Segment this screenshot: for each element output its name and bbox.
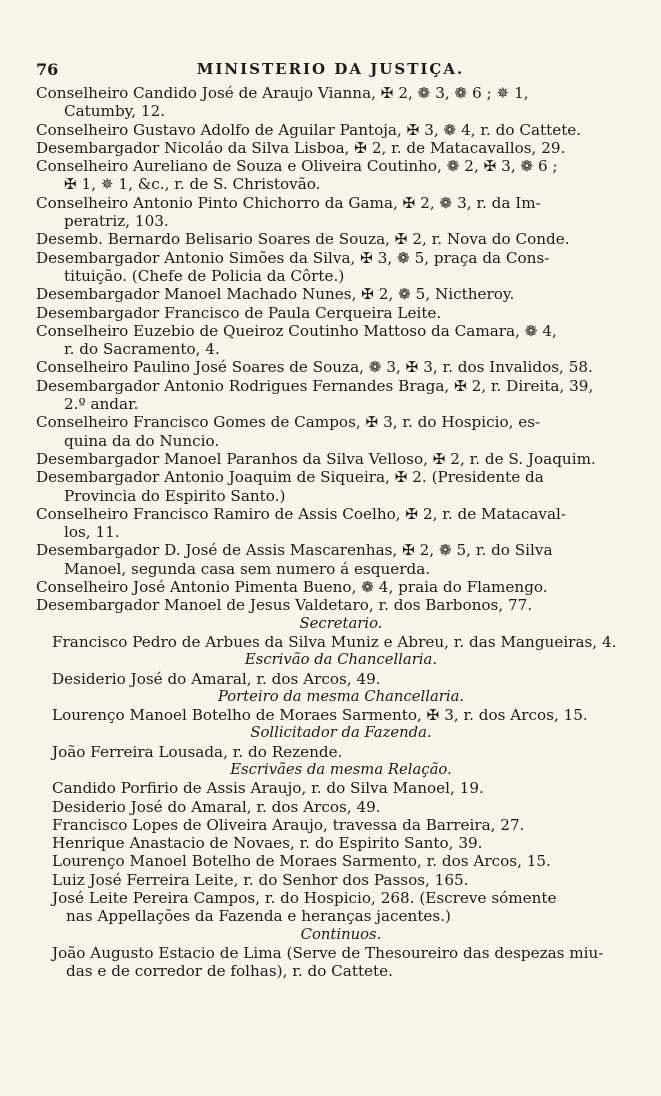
directory-entry [36,377,646,414]
directory-entry [36,322,646,359]
directory-entry [36,413,646,450]
entry-line: José Leite Pereira Campos, r. do Hospicio, 268. (Escreve sómente [52,889,557,908]
directory-entry [36,358,646,376]
entry-line: Conselheiro Candido José de Araujo Vianna, ✠ 2, ❁ 3, ❁ 6 ; ✵ 1, [36,84,529,102]
directory-entry [36,121,646,139]
entry-line: Conselheiro Francisco Gomes de Campos, ✠ 3, r. do Hospicio, es- [36,413,541,432]
entry-line: Desemb. Bernardo Belisario Soares de Souza, ✠ 2, r. Nova do Conde. [36,230,570,249]
directory-entry [36,194,646,231]
section-heading: Escrivão da Chancellaria. [244,651,438,669]
directory-entry [36,798,646,816]
section-heading: Secretario. [299,614,383,632]
entry-line: Francisco Lopes de Oliveira Araujo, travessa da Barreira, 27. [52,815,525,834]
directory-entry [36,706,646,724]
entry-line: Conselheiro José Antonio Pimenta Bueno, ❁ 4, praia do Flamengo. [36,578,548,597]
entry-line: Desiderio José do Amaral, r. dos Arcos, 49. [52,797,381,816]
entry-line: Conselheiro Francisco Ramiro de Assis Coelho, ✠ 2, r. de Matacaval- [36,504,567,523]
directory-entry [36,450,646,468]
directory-entry [36,596,646,614]
directory-entry [36,230,646,248]
entry-line: Desembargador Francisco de Paula Cerqueira Leite. [36,303,442,322]
entry-line: Conselheiro Aureliano de Souza e Oliveira Coutinho, ❁ 2, ✠ 3, ❁ 6 ; [36,157,558,176]
entry-line: Desembargador Manoel Machado Nunes, ✠ 2, ❁ 5, Nictheroy. [36,285,515,304]
entry-continuation-line: los, 11. [64,523,120,542]
entry-line: Desembargador D. José de Assis Mascarenhas, ✠ 2, ❁ 5, r. do Silva [36,541,553,560]
directory-entry [36,84,646,121]
directory-entry [36,633,646,651]
directory-entry [36,816,646,834]
entry-line: Conselheiro Gustavo Adolfo de Aguilar Pantoja, ✠ 3, ❁ 4, r. do Cattete. [36,120,582,139]
entry-line: Francisco Pedro de Arbues da Silva Muniz e Abreu, r. das Mangueiras, 4. [52,632,617,651]
directory-entry [36,779,646,797]
entry-line: Lourenço Manoel Botelho de Moraes Sarmento, ✠ 3, r. dos Arcos, 15. [52,706,588,725]
entry-continuation-line: r. do Sacramento, 4. [64,340,220,359]
entry-continuation-line: tituição. (Chefe de Policia da Côrte.) [64,266,345,285]
entry-line: Henrique Anastacio de Novaes, r. do Espirito Santo, 39. [52,834,483,853]
entry-continuation-line: Manoel, segunda casa sem numero á esquerda. [64,559,431,578]
entry-continuation-line: peratriz, 103. [64,212,169,231]
entry-line: Desembargador Nicoláo da Silva Lisboa, ✠ 2, r. de Matacavallos, 29. [36,138,566,157]
entry-line: João Augusto Estacio de Lima (Serve de Thesoureiro das despezas miu- [52,943,604,962]
directory-entry [36,285,646,303]
entry-line: Desembargador Antonio Joaquim de Siqueira, ✠ 2. (Presidente da [36,468,544,487]
entry-continuation-line: Provincia do Espirito Santo.) [64,486,286,505]
section-heading: Porteiro da mesma Chancellaria. [217,687,465,705]
directory-entry [36,834,646,852]
section-heading: Sollicitador da Fazenda. [250,724,432,742]
entry-continuation-line: nas Appellações da Fazenda e heranças jacentes.) [66,907,451,926]
directory-entry [36,852,646,870]
entry-line: Desembargador Antonio Simões da Silva, ✠ 3, ❁ 5, praça da Cons- [36,248,550,267]
directory-entry [36,505,646,542]
entry-continuation-line: quina da do Nuncio. [64,431,220,450]
entry-continuation-line: das e de corredor de folhas), r. do Cattete. [66,962,393,981]
directory-entry [36,468,646,505]
directory-entry [36,670,646,688]
entry-continuation-line: ✠ 1, ✵ 1, &c., r. de S. Christovão. [64,175,321,194]
directory-entry [36,541,646,578]
entry-line: Luiz José Ferreira Leite, r. do Senhor dos Passos, 165. [52,870,469,889]
directory-entry [36,889,646,926]
entry-line: João Ferreira Lousada, r. do Rezende. [52,742,343,761]
page-body [36,84,646,981]
directory-entry [36,743,646,761]
entry-line: Desembargador Manoel Paranhos da Silva Velloso, ✠ 2, r. de S. Joaquim. [36,449,596,468]
entry-line: Desembargador Antonio Rodrigues Fernandes Braga, ✠ 2, r. Direita, 39, [36,376,594,395]
entry-line: Lourenço Manoel Botelho de Moraes Sarmento, r. dos Arcos, 15. [52,852,551,871]
directory-entry [36,157,646,194]
page-number: 76 [36,60,59,79]
directory-entry [36,944,646,981]
entry-line: Candido Porfirio de Assis Araujo, r. do Silva Manoel, 19. [52,779,484,798]
directory-entry [36,578,646,596]
directory-entry [36,871,646,889]
entry-line: Conselheiro Euzebio de Queiroz Coutinho Mattoso da Camara, ❁ 4, [36,321,557,340]
entry-line: Conselheiro Paulino José Soares de Souza, ❁ 3, ✠ 3, r. dos Invalidos, 58. [36,358,593,377]
entry-line: Conselheiro Antonio Pinto Chichorro da Gama, ✠ 2, ❁ 3, r. da Im- [36,193,541,212]
directory-entry [36,139,646,157]
section-heading: Escrivães da mesma Relação. [230,760,452,778]
section-heading: Continuos. [300,925,382,943]
entry-line: Desembargador Manoel de Jesus Valdetaro, r. dos Barbonos, 77. [36,596,533,615]
directory-entry [36,249,646,286]
page-header [0,60,661,84]
entry-continuation-line: Catumby, 12. [64,102,166,121]
entry-line: Desiderio José do Amaral, r. dos Arcos, 49. [52,669,381,688]
page-title: MINISTERIO DA JUSTIÇA. [196,60,465,78]
entry-continuation-line: 2.º andar. [64,395,139,414]
directory-entry [36,304,646,322]
